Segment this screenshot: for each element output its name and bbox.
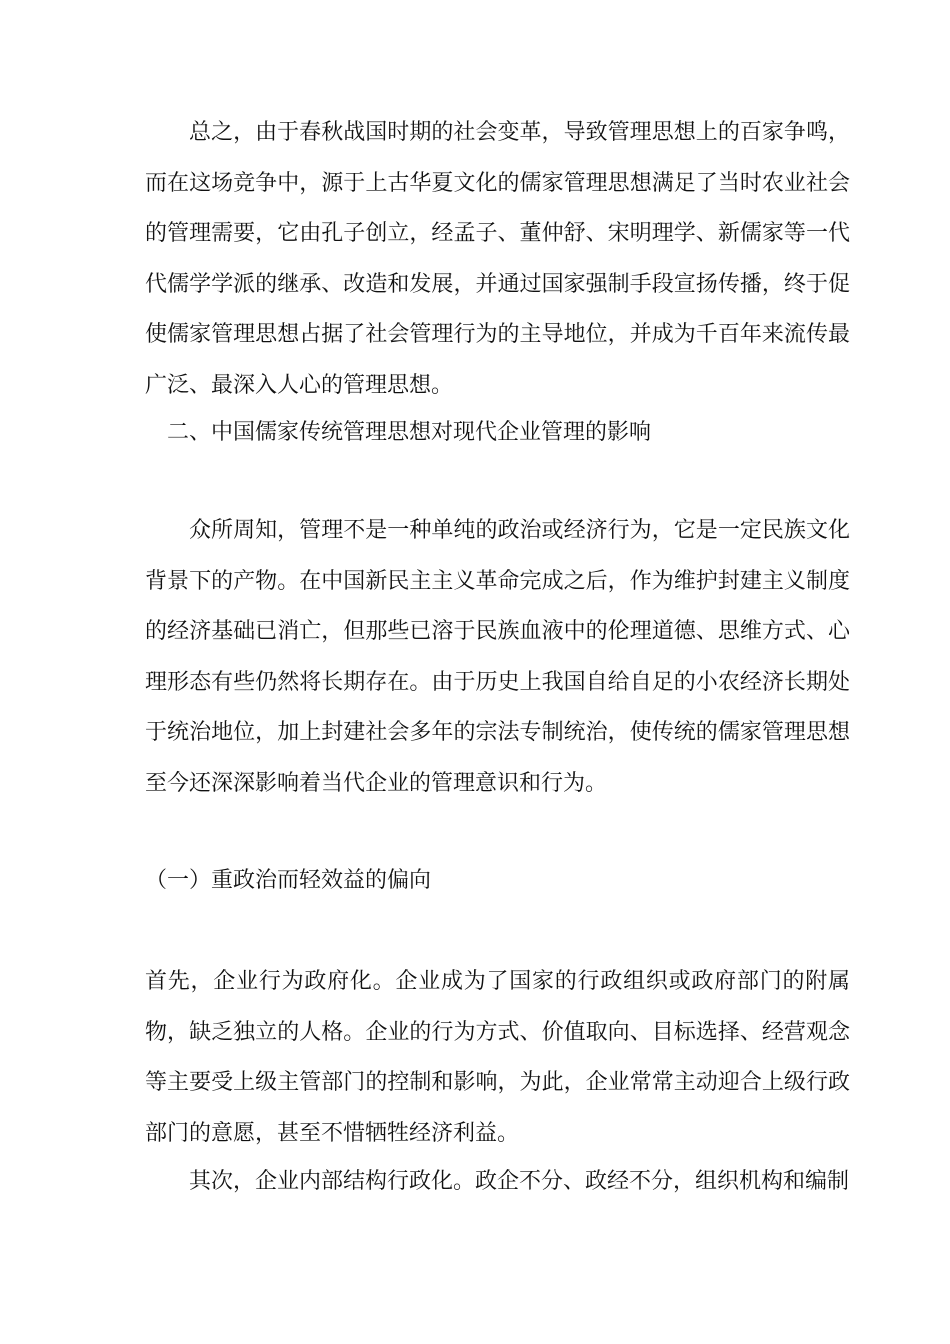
paragraph-management-culture: 众所周知，管理不是一种单纯的政治或经济行为，它是一定民族文化背景下的产物。在中国新民主主义革命完成之后，作为维护封建主义制度的经济基础已消亡，但那些已溶于民族血液中的伦理道德、思维方式、心理形态有些仍然将长期存在。由于历史上我国自给自足的小农经济长期处于统治地位，加上封建社会多年的宗法专制统治，使传统的儒家管理思想至今还深深影响着当代企业的管理意识和行为。	[145, 518, 850, 796]
section-heading-two: 二、中国儒家传统管理思想对现代企业管理的影响	[167, 420, 652, 445]
paragraph-conclusion: 总之，由于春秋战国时期的社会变革，导致管理思想上的百家争鸣，而在这场竞争中，源于上古华夏文化的儒家管理思想满足了当时农业社会的管理需要，它由孔子创立，经孟子、董仲舒、宋明理学、新儒家等一代代儒学学派的继承、改造和发展，并通过国家强制手段宣扬传播，终于促使儒家管理思想占据了社会管理行为的主导地位，并成为千百年来流传最广泛、最深入人心的管理思想。	[145, 120, 850, 398]
paragraph-second: 其次，企业内部结构行政化。政企不分、政经不分，组织机构和编制	[189, 1169, 850, 1194]
subsection-heading-one: （一）重政治而轻效益的偏向	[145, 868, 432, 893]
paragraph-first: 首先，企业行为政府化。企业成为了国家的行政组织或政府部门的附属物，缺乏独立的人格。企业的行为方式、价值取向、目标选择、经营观念等主要受上级主管部门的控制和影响，为此，企业常常主动迎合上级行政部门的意愿，甚至不惜牺牲经济利益。	[145, 969, 850, 1146]
